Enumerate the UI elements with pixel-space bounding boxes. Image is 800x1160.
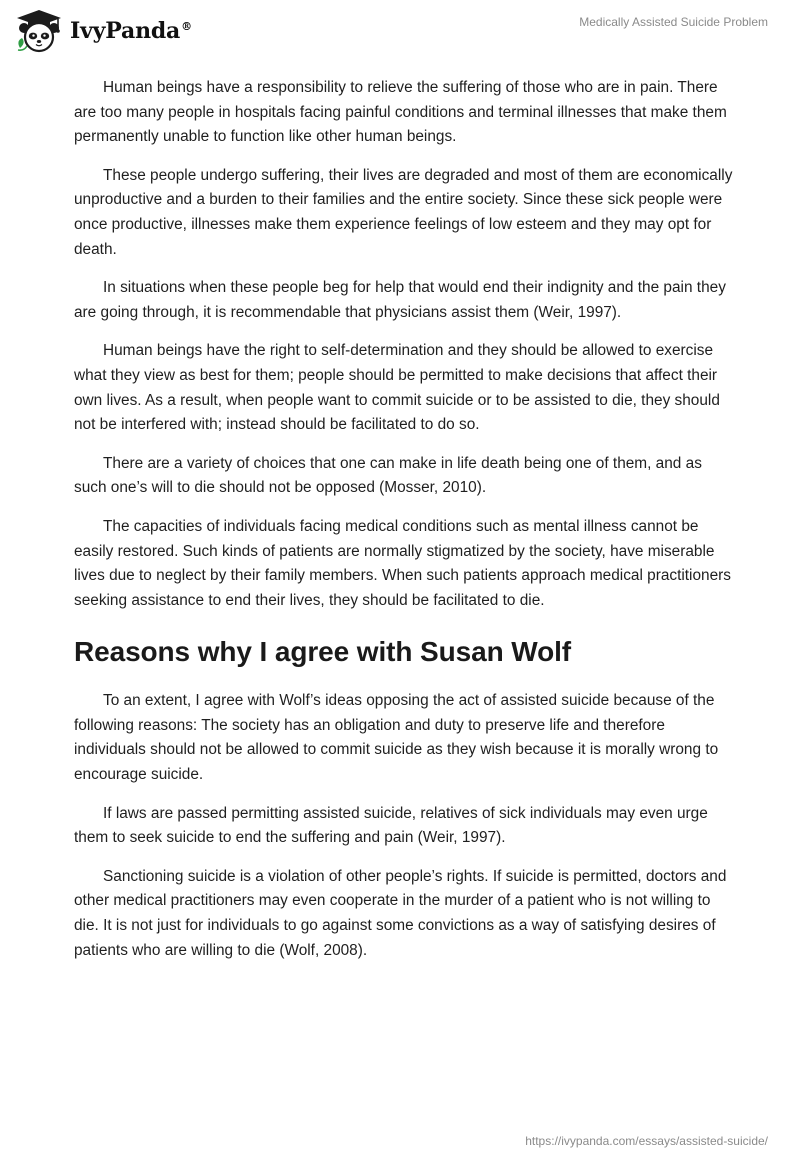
brand-text: IvyPanda: [70, 18, 181, 44]
paragraph: To an extent, I agree with Wolf’s ideas opposing the act of assisted suicide because of the following reasons: The society has an obligation and duty to preserve life and therefore individuals should not be allowed to commit suicide as they wish because it is morally wrong to encourage suicide.: [74, 692, 719, 784]
paragraph: In situations when these people beg for help that would end their indignity and the pain they are going through, it is recommendable that physicians assist them (Weir, 1997).: [74, 279, 726, 321]
page-header: [0, 0, 800, 60]
paragraph: Human beings have the right to self-determination and they should be allowed to exercise what they view as best for them; people should be permitted to make decisions that affect their own lives. As a result, when people want to commit suicide or to be assisted to die, they should not be interfered with; instead should be facilitated to do so.: [74, 342, 720, 434]
paragraph: If laws are passed permitting assisted suicide, relatives of sick individuals may even urge them to seek suicide to end the suffering and pain (Weir, 1997).: [74, 804, 708, 847]
paragraph: Human beings have a responsibility to relieve the suffering of those who are in pain. There are too many people in hospitals facing painful conditions and terminal illnesses that make them permanently unable to function like other human beings.: [74, 79, 727, 146]
document-title: Medically Assisted Suicide Problem: [579, 15, 768, 29]
brand-name: [70, 18, 192, 44]
section-heading: Reasons why I agree with Susan Wolf: [74, 636, 571, 668]
essay-body: [74, 76, 734, 977]
brand-logo[interactable]: [14, 8, 192, 54]
paragraph: There are a variety of choices that one can make in life death being one of them, and as such one’s will to die should not be opposed (Mosser, 2010).: [74, 454, 702, 497]
panda-logo-icon: [14, 8, 64, 54]
paragraph: The capacities of individuals facing medical conditions such as mental illness cannot be easily restored. Such kinds of patients are normally stigmatized by the society, have miserable lives due to neglect by their family members. When such patients approach medical practitioners seeking assistance to end their lives, they should be facilitated to die.: [74, 517, 731, 609]
paragraph: Sanctioning suicide is a violation of other people’s rights. If suicide is permitted, doctors and other medical practitioners may even cooperate in the murder of a patient who is not willing to die. It is not just for individuals to go against some convictions as a way of satisfying desires of patients who are willing to die (Wolf, 2008).: [74, 867, 727, 959]
paragraph: These people undergo suffering, their lives are degraded and most of them are economically unproductive and a burden to their families and the entire society. Since these sick people were once productive, illnesses make them experience feelings of low esteem and they may opt for death.: [74, 166, 733, 258]
source-url[interactable]: https://ivypanda.com/essays/assisted-suicide/: [525, 1134, 768, 1148]
registered-mark: ®: [181, 19, 192, 33]
